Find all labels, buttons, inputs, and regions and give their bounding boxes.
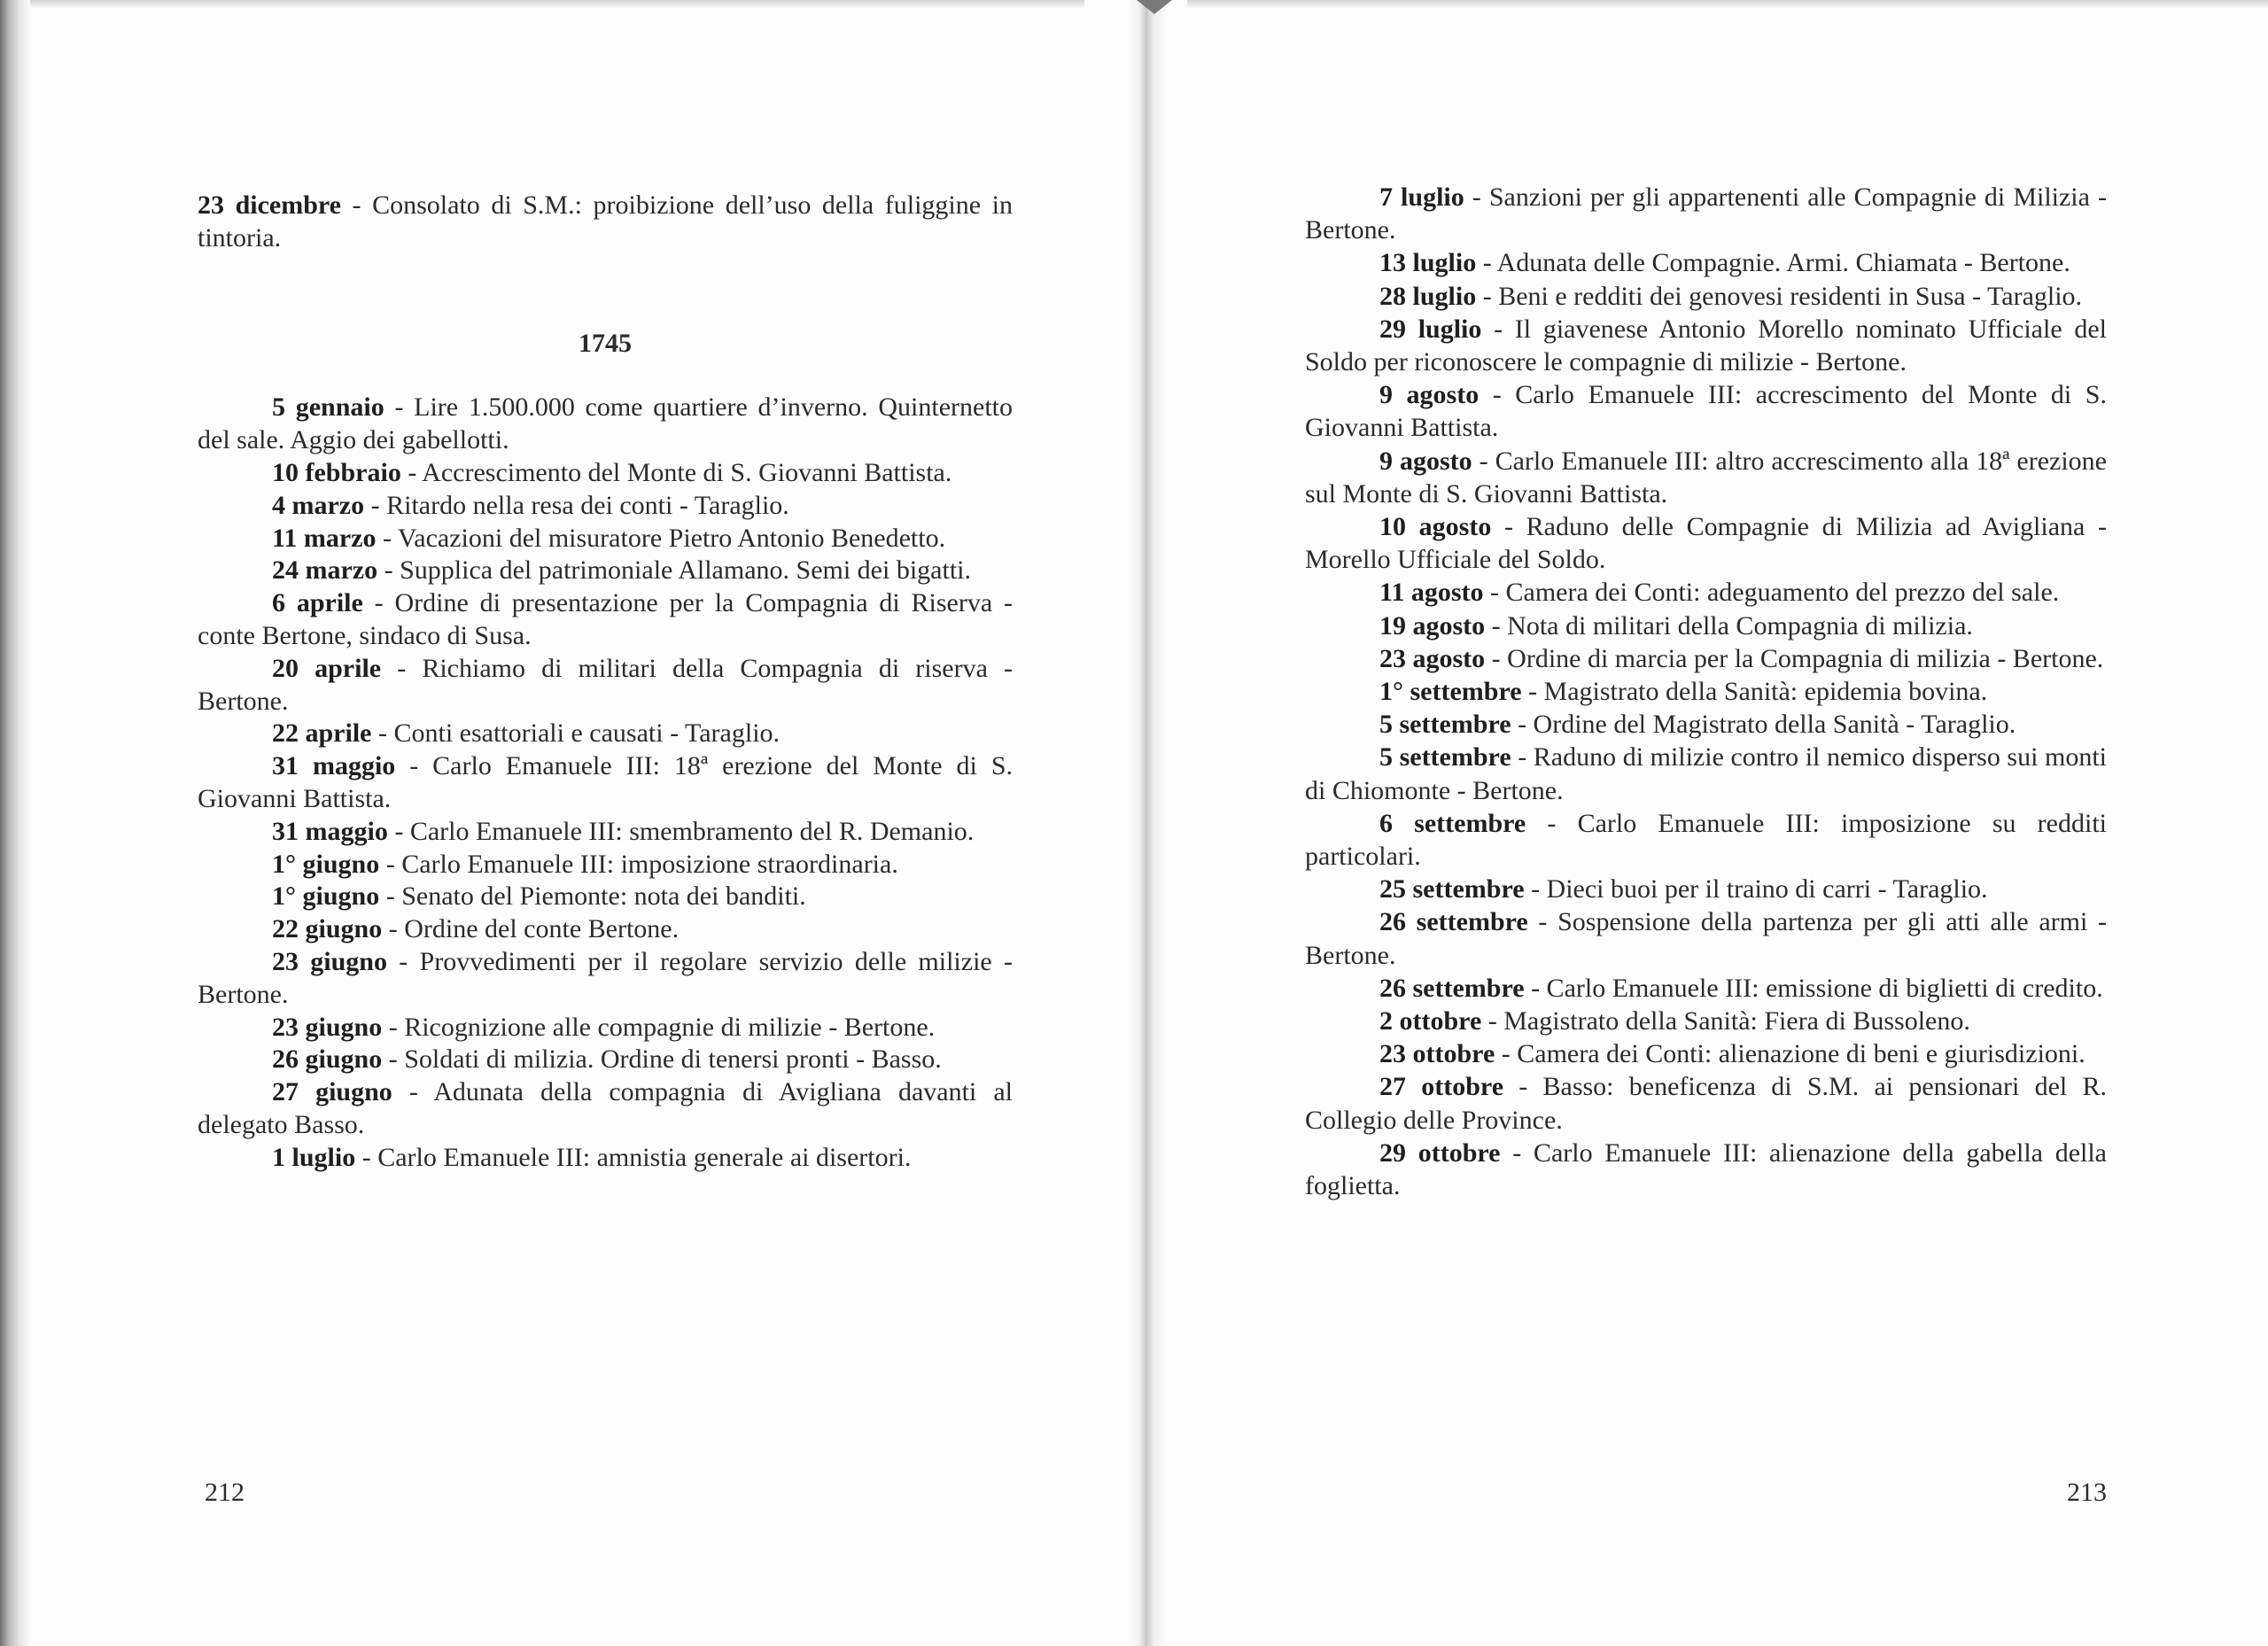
entry-text: - Camera dei Conti: adeguamento del prezzo del sale. — [1483, 578, 2060, 608]
entry-date: 31 maggio — [272, 751, 396, 781]
entry-text: - Carlo Emanuele III: amnistia generale ai disertori. — [355, 1142, 912, 1172]
page-number: 213 — [2067, 1478, 2107, 1507]
top-edge-shadow-right — [1187, 0, 2268, 9]
gutter-notch — [1137, 0, 1172, 14]
entry-text: - Lire 1.500.000 come quartiere d’inverno. Quinternetto del sale. Aggio dei gabellotti. — [198, 392, 1013, 455]
entry-date: 27 ottobre — [1379, 1072, 1504, 1102]
entry-text: - Nota di militari della Compagnia di milizia. — [1485, 610, 1973, 641]
chronology-entry — [198, 190, 1013, 255]
entry-date: 27 giugno — [272, 1077, 392, 1107]
entry-text: - Soldati di milizia. Ordine di tenersi pronti - Basso. — [382, 1044, 942, 1075]
entry-date: 10 agosto — [1379, 512, 1492, 542]
chronology-entry — [198, 490, 1013, 523]
entry-text: - Adunata delle Compagnie. Armi. Chiamata - Bertone. — [1476, 248, 2070, 278]
entry-text: - Vacazioni del misuratore Pietro Antonio Benedetto. — [376, 523, 946, 553]
left-entries-list — [198, 392, 1013, 1174]
chronology-entry — [1305, 378, 2107, 444]
entry-date: 29 luglio — [1379, 314, 1482, 344]
entry-date: 5 settembre — [1379, 710, 1511, 740]
chronology-entry — [1305, 609, 2107, 642]
chronology-entry — [1305, 807, 2107, 873]
chronology-entry — [1305, 181, 2107, 246]
chronology-entry — [1305, 741, 2107, 806]
entry-text: - Carlo Emanuele III: imposizione su redditi particolari. — [1305, 808, 2107, 872]
chronology-entry — [1305, 873, 2107, 905]
entry-text: - Dieci buoi per il traino di carri - Taraglio. — [1524, 874, 1988, 905]
entry-date: 1 luglio — [272, 1142, 356, 1172]
chronology-entry — [198, 653, 1013, 718]
entry-text: - Basso: beneficenza di S.M. ai pensionari del R. Collegio delle Province. — [1305, 1072, 2107, 1135]
entry-date: 1° settembre — [1379, 677, 1522, 707]
entry-date: 11 marzo — [272, 523, 377, 553]
chronology-entry — [198, 587, 1013, 653]
entry-text: - Raduno delle Compagnie di Milizia ad Avigliana - Morello Ufficiale del Soldo. — [1305, 512, 2107, 575]
entry-text: - Raduno di milizie contro il nemico disperso sui monti di Chiomonte - Bertone. — [1305, 742, 2107, 805]
entry-text: - Beni e redditi dei genovesi residenti in Susa - Taraglio. — [1476, 281, 2083, 311]
entry-text: - Sospensione della partenza per gli atti alle armi - Bertone. — [1305, 907, 2107, 970]
entry-date: 6 settembre — [1379, 808, 1526, 838]
chronology-entry — [1305, 972, 2107, 1005]
entry-date: 23 giugno — [272, 946, 387, 976]
chronology-entry — [198, 555, 1013, 587]
entry-date: 22 aprile — [272, 718, 372, 749]
entry-date: 1° giugno — [272, 849, 380, 879]
chronology-entry — [198, 849, 1013, 881]
entry-text: - Carlo Emanuele III: alienazione della gabella della foglietta. — [1305, 1137, 2107, 1201]
entry-text: - Magistrato della Sanità: Fiera di Bussoleno. — [1481, 1006, 1970, 1037]
entry-date: 26 settembre — [1379, 973, 1525, 1003]
entry-text: - Adunata della compagnia di Avigliana davanti al delegato Basso. — [198, 1077, 1013, 1139]
entry-date: 13 luglio — [1379, 248, 1477, 278]
chronology-entry — [198, 1044, 1013, 1076]
chronology-entry — [198, 946, 1013, 1012]
entry-date: 22 giugno — [272, 914, 383, 944]
chronology-entry — [1305, 642, 2107, 675]
entry-text: - Supplica del patrimoniale Allamano. Semi dei bigatti. — [377, 555, 971, 586]
entry-date: 2 ottobre — [1379, 1006, 1482, 1037]
entry-text: - Ordine di marcia per la Compagnia di milizia - Bertone. — [1485, 643, 2104, 673]
entry-date: 7 luglio — [1379, 182, 1464, 212]
page-edge-shadow — [0, 0, 30, 1646]
book-gutter — [1127, 0, 1168, 1646]
chronology-entry — [198, 457, 1013, 490]
entry-date: 26 giugno — [272, 1044, 383, 1075]
entry-text: - Magistrato della Sanità: epidemia bovina. — [1521, 677, 1988, 707]
entry-text: - Carlo Emanuele III: emissione di biglietti di credito. — [1524, 973, 2103, 1003]
entry-text: - Carlo Emanuele III: altro accrescimento alla 18ª erezione sul Monte di S. Giovanni Battista. — [1305, 446, 2107, 509]
chronology-entry — [1305, 510, 2107, 576]
chronology-entry — [1305, 1037, 2107, 1070]
entry-date: 25 settembre — [1379, 874, 1525, 905]
entry-date: 23 ottobre — [1379, 1039, 1495, 1069]
entry-date: 4 marzo — [272, 490, 365, 520]
entry-date: 24 marzo — [272, 555, 378, 586]
entry-date: 6 aprile — [272, 588, 363, 618]
chronology-entry — [198, 816, 1013, 849]
entry-text: - Ordine del conte Bertone. — [382, 914, 680, 944]
chronology-entry — [198, 1142, 1013, 1175]
entry-text: - Richiamo di militari della Compagnia di riserva - Bertone. — [198, 653, 1013, 716]
entry-date: 5 settembre — [1379, 742, 1511, 773]
entry-date: 26 settembre — [1379, 907, 1528, 937]
entry-date: 31 maggio — [272, 816, 388, 846]
right-entries-list — [1305, 181, 2107, 1202]
right-page-text — [1305, 181, 2107, 1202]
entry-date: 28 luglio — [1379, 281, 1477, 311]
chronology-entry — [198, 1012, 1013, 1044]
entry-text: - Sanzioni per gli appartenenti alle Compagnie di Milizia - Bertone. — [1305, 182, 2107, 245]
entry-text: - Carlo Emanuele III: accrescimento del Monte di S. Giovanni Battista. — [1305, 380, 2107, 443]
chronology-entry — [1305, 708, 2107, 741]
chronology-entry — [1305, 280, 2107, 313]
entry-date: 23 dicembre — [198, 190, 341, 220]
top-edge-shadow — [30, 0, 1084, 9]
entry-text: - Ordine del Magistrato della Sanità - Taraglio. — [1511, 710, 2016, 740]
chronology-entry — [198, 881, 1013, 913]
chronology-entry — [1305, 1137, 2107, 1202]
left-page-text — [198, 190, 1013, 1175]
entry-date: 29 ottobre — [1379, 1137, 1501, 1168]
entry-text: - Il giavenese Antonio Morello nominato Ufficiale del Soldo per riconoscere le compagnie di milizie - Bertone. — [1305, 314, 2107, 377]
page-number: 212 — [205, 1478, 245, 1507]
entry-date: 19 agosto — [1379, 610, 1486, 641]
entry-date: 11 agosto — [1379, 578, 1484, 608]
chronology-entry — [1305, 1070, 2107, 1136]
chronology-entry — [198, 750, 1013, 816]
entry-date: 9 agosto — [1379, 380, 1480, 410]
entry-text: - Provvedimenti per il regolare servizio delle milizie - Bertone. — [198, 946, 1013, 1009]
chronology-entry — [1305, 905, 2107, 971]
entry-text: - Carlo Emanuele III: imposizione straordinaria. — [379, 849, 898, 879]
entry-text: - Camera dei Conti: alienazione di beni e giurisdizioni. — [1495, 1039, 2085, 1069]
chronology-entry — [1305, 313, 2107, 378]
entry-text: - Carlo Emanuele III: smembramento del R. Demanio. — [387, 816, 975, 846]
chronology-entry — [198, 913, 1013, 946]
chronology-entry — [198, 523, 1013, 555]
chronology-entry — [198, 1076, 1013, 1142]
entry-text: - Senato del Piemonte: nota dei banditi. — [379, 881, 806, 912]
entry-date: 10 febbraio — [272, 457, 401, 487]
entry-date: 20 aprile — [272, 653, 382, 683]
chronology-entry — [1305, 1005, 2107, 1037]
entry-text: - Ricognizione alle compagnie di milizie - Bertone. — [382, 1012, 936, 1042]
chronology-entry — [1305, 576, 2107, 609]
entry-date: 5 gennaio — [272, 392, 384, 423]
chronology-entry — [1305, 675, 2107, 708]
entry-date: 1° giugno — [272, 881, 380, 912]
entry-text: - Carlo Emanuele III: 18ª erezione del Monte di S. Giovanni Battista. — [198, 751, 1014, 813]
entry-text: - Conti esattoriali e causati - Taraglio. — [371, 718, 781, 749]
chronology-entry — [198, 718, 1013, 750]
chronology-entry — [1305, 445, 2107, 510]
entry-text: - Consolato di S.M.: proibizione dell’uso della fuliggine in tintoria. — [198, 190, 1013, 252]
entry-text: - Ordine di presentazione per la Compagnia di Riserva - conte Bertone, sindaco di Susa. — [198, 588, 1013, 650]
entry-date: 23 giugno — [272, 1012, 383, 1042]
chronology-entry — [198, 392, 1013, 457]
entry-date: 9 agosto — [1379, 446, 1472, 476]
entry-text: - Ritardo nella resa dei conti - Taraglio. — [364, 490, 789, 520]
chronology-entry — [1305, 246, 2107, 279]
entry-date: 23 agosto — [1379, 643, 1486, 673]
year-heading: 1745 — [579, 328, 632, 358]
entry-text: - Accrescimento del Monte di S. Giovanni Battista. — [400, 457, 952, 487]
